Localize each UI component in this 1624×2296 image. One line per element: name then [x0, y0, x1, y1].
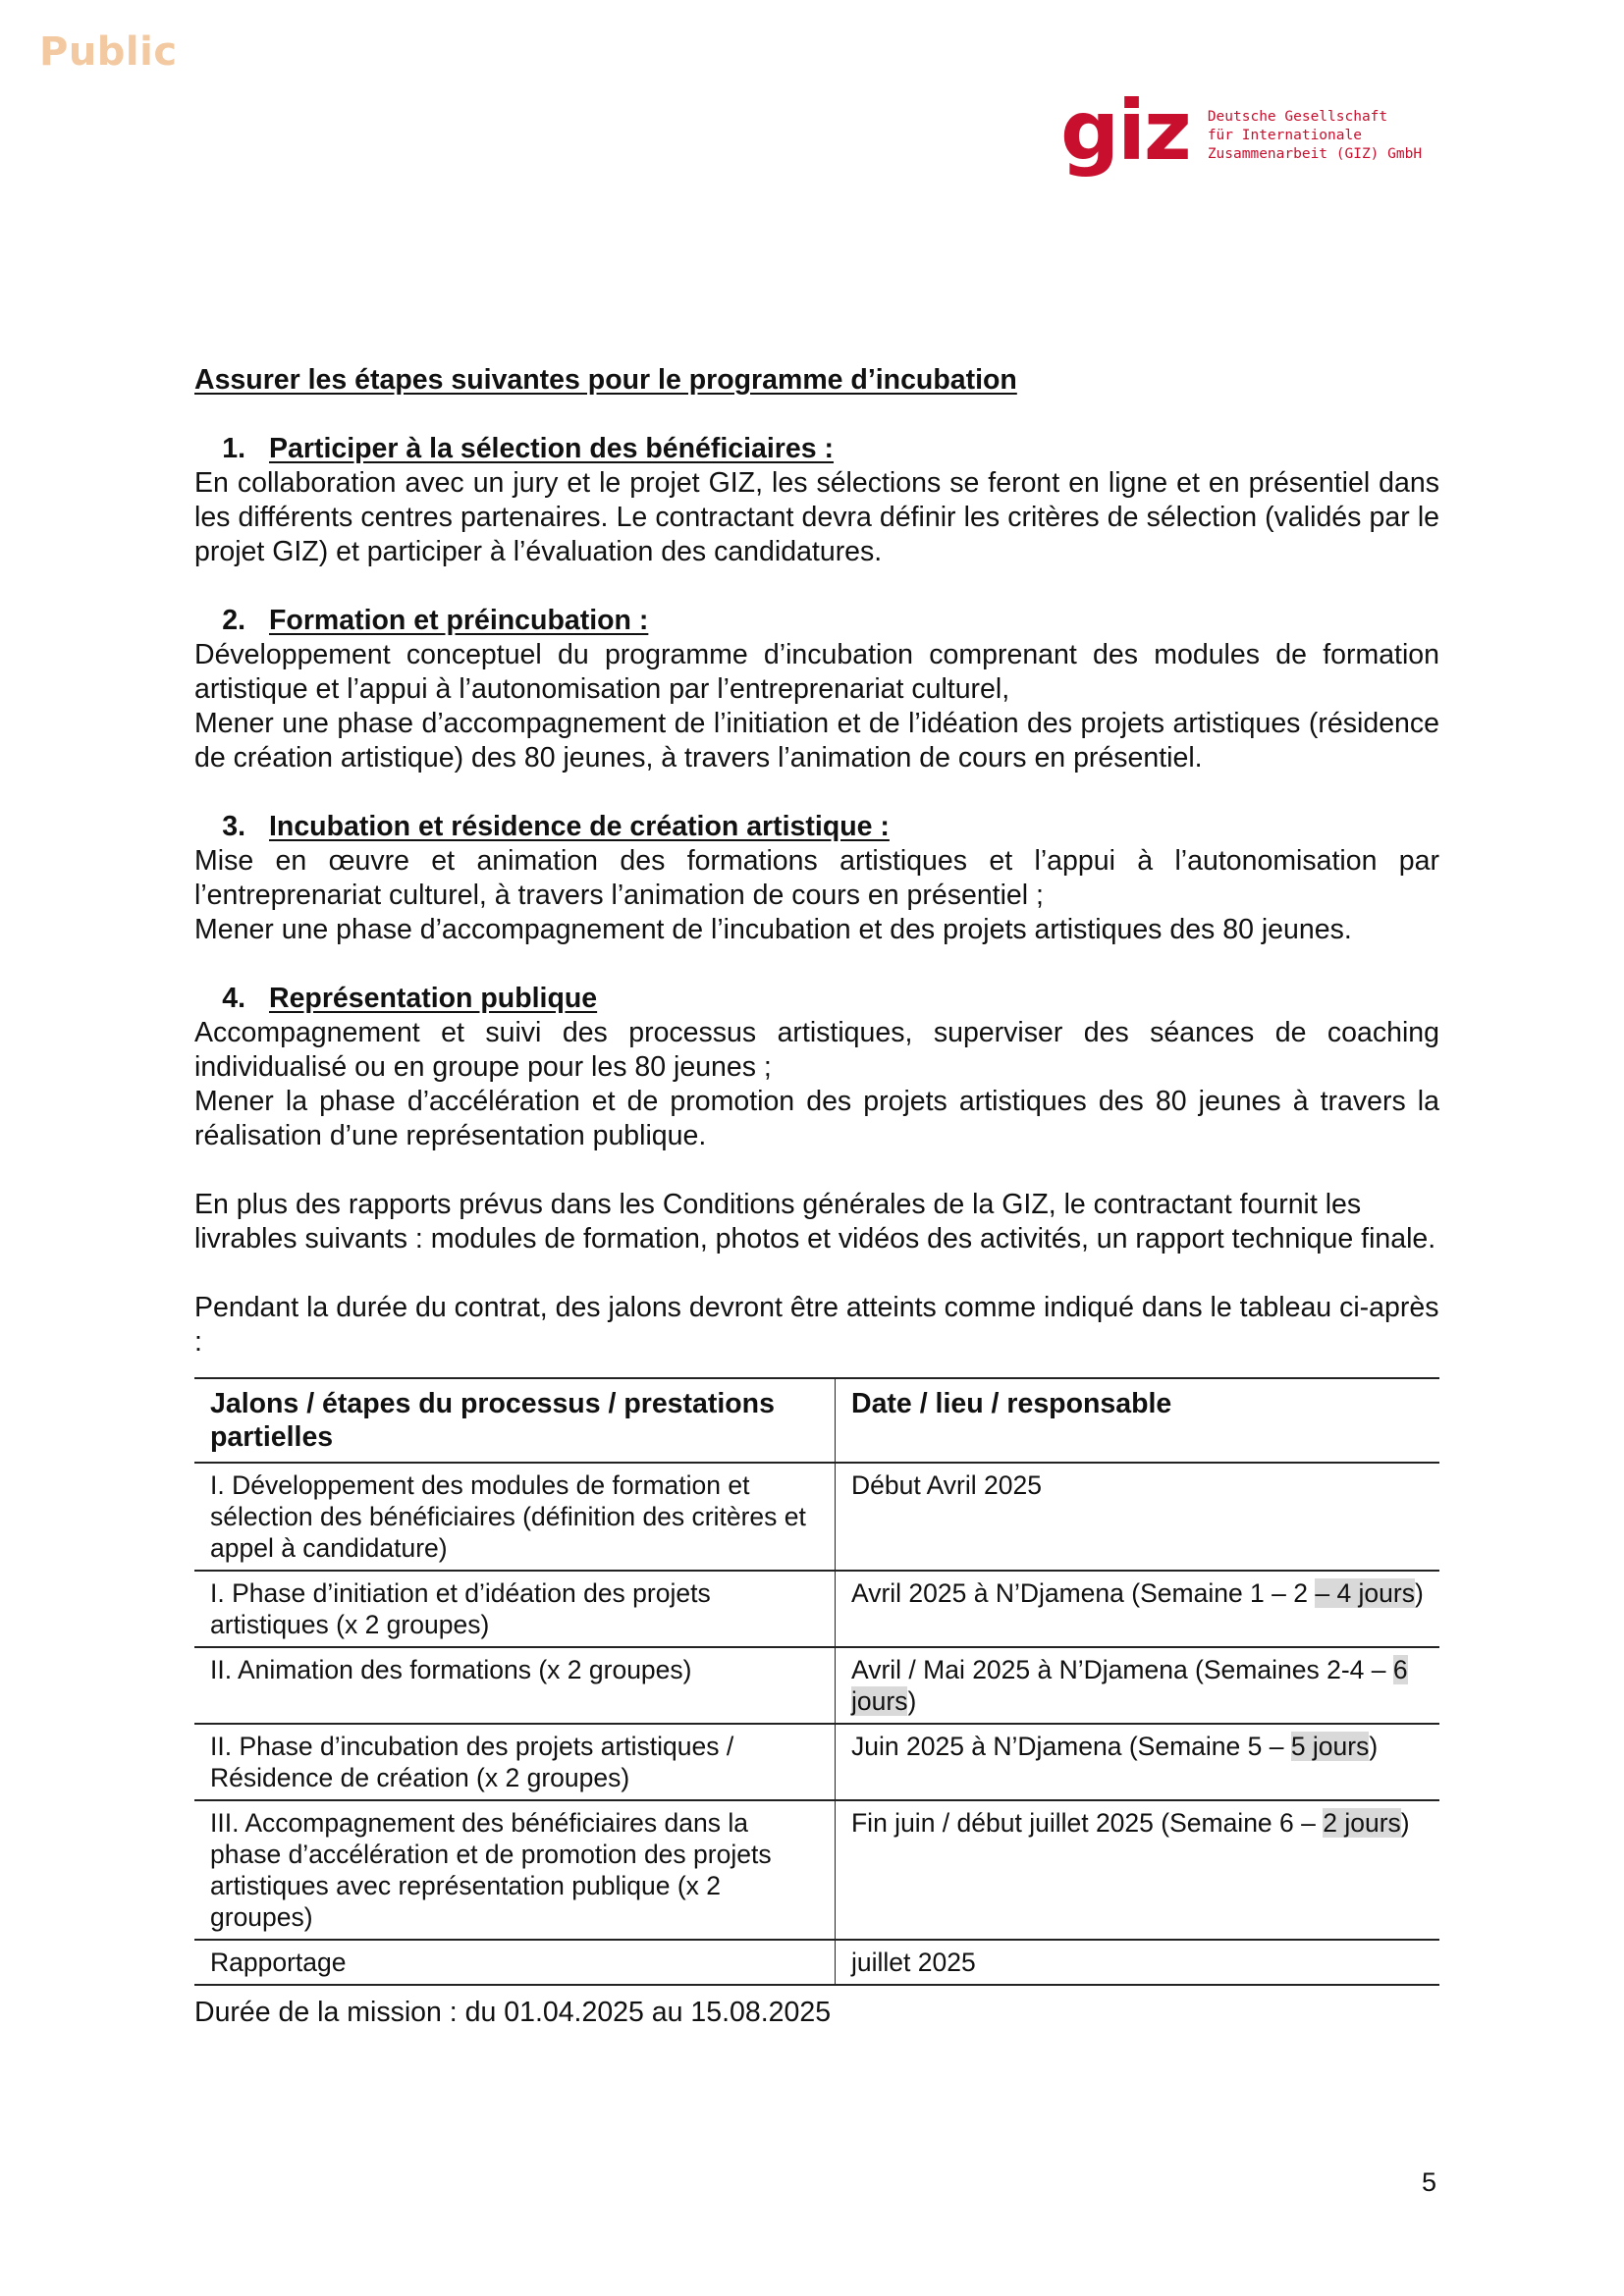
section-title: Représentation publique [269, 983, 598, 1014]
step-cell: III. Accompagnement des bénéficiaires dans la phase d’accélération et de promotion des projets artistiques avec représentation publique (x 2 groupes) [194, 1800, 836, 1940]
mission-duration: Durée de la mission : du 01.04.2025 au 15.08.2025 [194, 1997, 832, 2028]
section-heading [194, 982, 1439, 1016]
classification-label: Public [39, 29, 178, 75]
table-row [194, 1940, 1439, 1985]
section-heading [194, 604, 1439, 638]
page-number: 5 [1422, 2167, 1437, 2197]
date-text: Début Avril 2025 [851, 1470, 1042, 1500]
date-text: Avril 2025 à N’Djamena (Semaine 1 – 2 [851, 1578, 1316, 1608]
date-tail: ) [907, 1686, 917, 1716]
document-title: Assurer les étapes suivantes pour le programme d’incubation [194, 364, 1017, 396]
table-row [194, 1463, 1439, 1571]
step-cell: I. Développement des modules de formation et sélection des bénéficiaires (définition des critères et appel à candidature) [194, 1463, 836, 1571]
highlighted-duration: – 4 jours [1315, 1578, 1415, 1608]
date-cell [836, 1724, 1440, 1800]
milestones-intro: Pendant la durée du contrat, des jalons devront être atteints comme indiqué dans le tableau ci-après : [194, 1292, 1439, 1358]
date-cell [836, 1647, 1440, 1724]
section-paragraph: Mener la phase d’accélération et de promotion des projets artistiques des 80 jeunes à travers la réalisation d’une représentation publique. [194, 1086, 1439, 1151]
column-header-date: Date / lieu / responsable [836, 1378, 1440, 1463]
date-text: Juin 2025 à N’Djamena (Semaine 5 – [851, 1732, 1291, 1761]
section-heading [194, 432, 1439, 466]
step-cell: II. Animation des formations (x 2 groupes) [194, 1647, 836, 1724]
section-paragraph: Mise en œuvre et animation des formations artistiques et l’appui à l’autonomisation par l’entreprenariat culturel, à travers l’animation de cours en présentiel ; [194, 845, 1439, 911]
section-number: 1. [222, 433, 245, 464]
date-text: juillet 2025 [851, 1948, 976, 1977]
step-cell: II. Phase d’incubation des projets artistiques / Résidence de création (x 2 groupes) [194, 1724, 836, 1800]
section-number: 4. [222, 983, 245, 1014]
section-title: Participer à la sélection des bénéficiaires : [269, 433, 835, 464]
table-header-row [194, 1378, 1439, 1463]
highlighted-duration: 5 jours [1290, 1732, 1370, 1761]
section-heading [194, 810, 1439, 844]
date-tail: ) [1400, 1808, 1410, 1838]
logo-line: Deutsche Gesellschaft [1207, 109, 1388, 125]
section-title: Incubation et résidence de création artistique : [269, 811, 890, 842]
date-text: Fin juin / début juillet 2025 (Semaine 6 – [851, 1808, 1324, 1838]
date-cell [836, 1571, 1440, 1647]
date-tail: ) [1369, 1732, 1379, 1761]
section-number: 2. [222, 605, 245, 636]
giz-logo [1060, 82, 1423, 179]
date-cell [836, 1800, 1440, 1940]
date-text: Avril / Mai 2025 à N’Djamena (Semaines 2-4 – [851, 1655, 1393, 1684]
giz-logo-text [1208, 108, 1422, 164]
step-cell: Rapportage [194, 1940, 836, 1985]
table-row [194, 1724, 1439, 1800]
column-header-steps: Jalons / étapes du processus / prestations partielles [194, 1378, 836, 1463]
section-title: Formation et préincubation : [269, 605, 649, 636]
date-tail: ) [1414, 1578, 1424, 1608]
date-cell [836, 1463, 1440, 1571]
section-paragraph: Accompagnement et suivi des processus artistiques, superviser des séances de coaching individualisé ou en groupe pour les 80 jeunes ; [194, 1017, 1439, 1083]
table-row [194, 1800, 1439, 1940]
table-row [194, 1647, 1439, 1724]
section-paragraph: Mener une phase d’accompagnement de l’incubation et des projets artistiques des 80 jeunes. [194, 914, 1352, 945]
highlighted-duration: 6 jours [851, 1655, 1408, 1716]
date-cell [836, 1940, 1440, 1985]
logo-line: für Internationale [1207, 128, 1362, 143]
section-paragraph: En collaboration avec un jury et le projet GIZ, les sélections se feront en ligne et en présentiel dans les différents centres partenaires. Le contractant devra définir les critères de sélection (validés par le projet GIZ) et participer à l’évaluation des candidatures. [194, 467, 1439, 567]
document-body [194, 363, 1439, 2030]
milestones-table [194, 1377, 1439, 1986]
section-paragraph: Développement conceptuel du programme d’incubation comprenant des modules de formation artistique et l’appui à l’autonomisation par l’entreprenariat culturel, [194, 639, 1439, 705]
highlighted-duration: 2 jours [1323, 1808, 1401, 1838]
section-number: 3. [222, 811, 245, 842]
section-paragraph: Mener une phase d’accompagnement de l’initiation et de l’idéation des projets artistiques (résidence de création artistique) des 80 jeunes, à travers l’animation de cours en présentiel. [194, 708, 1439, 774]
logo-line: Zusammenarbeit (GIZ) GmbH [1207, 146, 1423, 162]
step-cell: I. Phase d’initiation et d’idéation des projets artistiques (x 2 groupes) [194, 1571, 836, 1647]
table-row [194, 1571, 1439, 1647]
deliverables-paragraph: En plus des rapports prévus dans les Conditions générales de la GIZ, le contractant fournit les livrables suivants : modules de formation, photos et vidéos des activités, un rapport technique finale. [194, 1189, 1436, 1255]
giz-logo-mark: giz [1060, 82, 1190, 179]
